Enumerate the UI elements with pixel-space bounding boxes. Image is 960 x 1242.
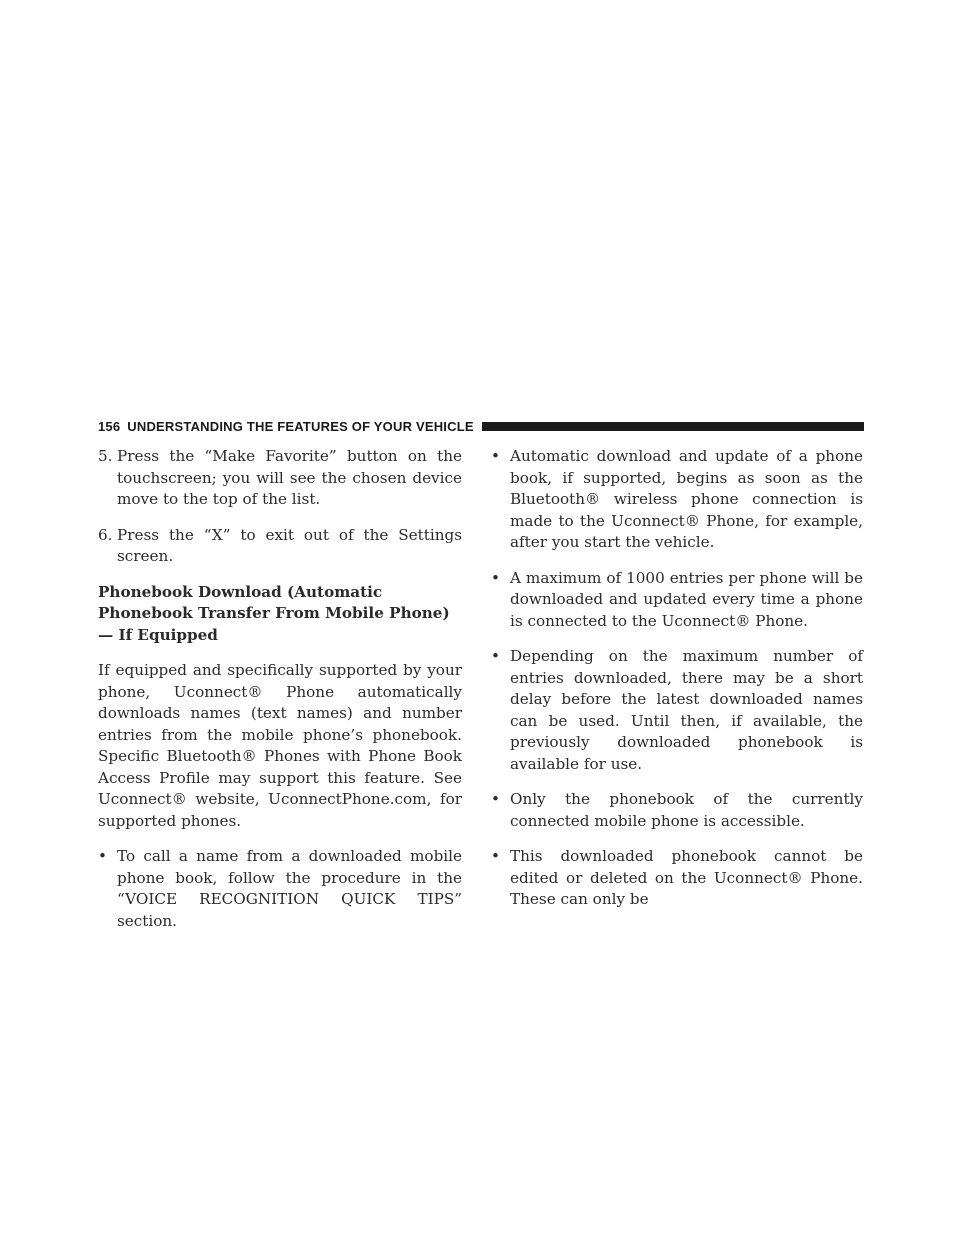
- body-paragraph: If equipped and specifically supported by your phone, Uconnect® Phone automatically downloads names (text names) and number entries from the mobile phone’s phonebook. Specific Bluetooth® Phones with Phone Book Access Profile may support this feature. See Uconnect® website, UconnectPhone.com, for supported phones.: [98, 661, 462, 830]
- list-item-text: Depending on the maximum number of entries downloaded, there may be a short delay before the latest downloaded names can be used. Until then, if available, the previously downloaded phonebook is available for use.: [510, 647, 863, 773]
- bullet-icon: •: [491, 447, 500, 465]
- step-5-number: 5.: [98, 447, 113, 465]
- list-item: [491, 446, 863, 554]
- bullet-icon: •: [491, 568, 500, 587]
- list-item: [491, 789, 863, 832]
- bullet-icon: •: [491, 790, 500, 808]
- page-number: 156: [98, 418, 121, 434]
- left-column: [98, 446, 462, 946]
- left-bullet-list: [98, 846, 462, 932]
- step-5: [98, 446, 462, 511]
- step-5-text: Press the “Make Favorite” button on the touchscreen; you will see the chosen device move to the top of the list.: [117, 447, 462, 508]
- list-item: [491, 568, 863, 633]
- section-heading: Phonebook Download (Automatic Phonebook Transfer From Mobile Phone) — If Equipped: [98, 582, 450, 644]
- list-item: [98, 846, 462, 932]
- step-6-number: 6.: [98, 525, 113, 544]
- header-rule: [482, 422, 864, 431]
- list-item: [491, 646, 863, 775]
- list-item-text: This downloaded phonebook cannot be edited or deleted on the Uconnect® Phone. These can only be: [510, 847, 863, 908]
- list-item-text: Automatic download and update of a phone book, if supported, begins as soon as the Bluetooth® wireless phone connection is made to the Uconnect® Phone, for example, after you start the vehicle.: [510, 447, 863, 551]
- list-item-text: To call a name from a downloaded mobile phone book, follow the procedure in the “VOICE RECOGNITION QUICK TIPS” section.: [117, 847, 462, 930]
- step-6: [98, 525, 462, 568]
- right-column: [491, 446, 863, 925]
- step-6-text: Press the “X” to exit out of the Settings screen.: [117, 525, 462, 565]
- bullet-icon: •: [98, 847, 107, 865]
- list-item: [491, 846, 863, 911]
- list-item-text: Only the phonebook of the currently connected mobile phone is accessible.: [510, 790, 863, 830]
- bullet-icon: •: [491, 847, 500, 865]
- list-item-text: A maximum of 1000 entries per phone will be downloaded and updated every time a phone is connected to the Uconnect® Phone.: [510, 568, 863, 630]
- right-bullet-list: [491, 446, 863, 911]
- bullet-icon: •: [491, 647, 500, 665]
- page-header: [98, 418, 864, 434]
- section-title: UNDERSTANDING THE FEATURES OF YOUR VEHICLE: [127, 418, 474, 434]
